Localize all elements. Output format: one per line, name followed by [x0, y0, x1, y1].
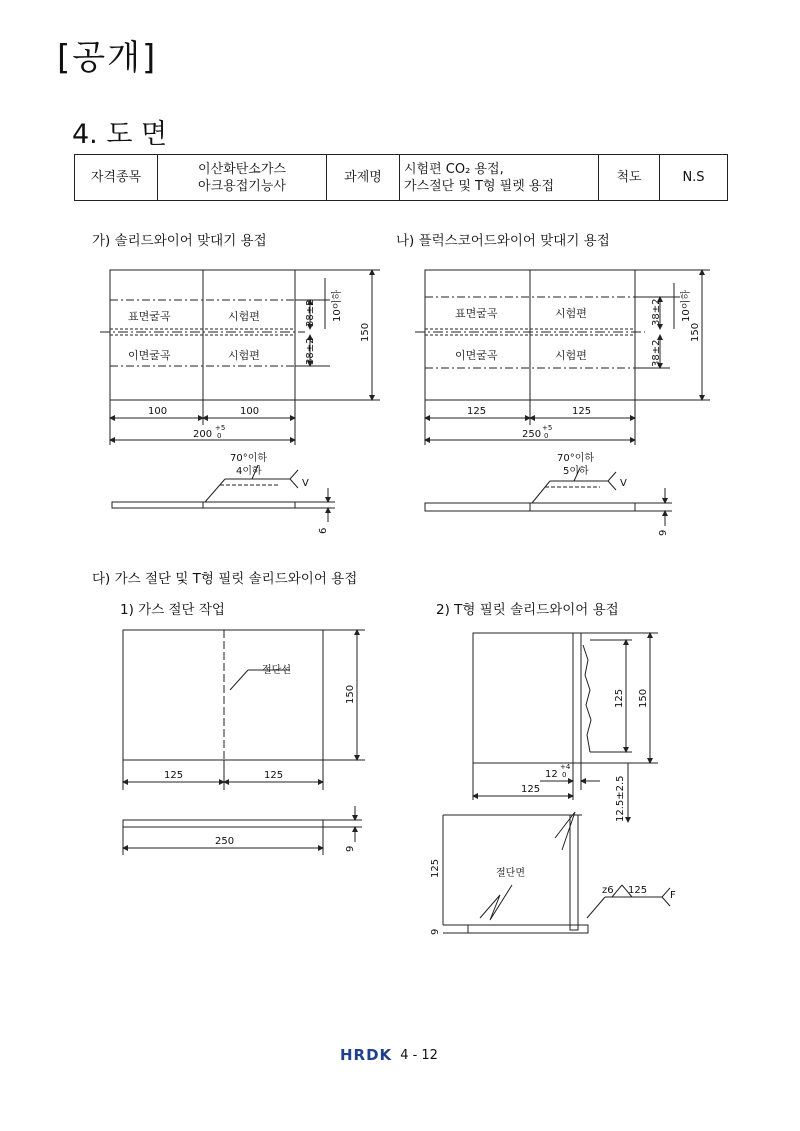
a-label-top-right: 시험편: [228, 310, 260, 323]
value-qualification-line2: 아크용접기능사: [198, 178, 286, 194]
b-angle-note: 70°이하: [557, 453, 595, 464]
c2-fillet-note: z6: [602, 885, 614, 896]
a-label-top-left: 표면굴곡: [128, 310, 171, 323]
drawing-c-title: 다) 가스 절단 및 T형 필릿 솔리드와이어 용접: [92, 571, 358, 587]
drawing-a-title: 가) 솔리드와이어 맞대기 용접: [92, 233, 267, 249]
b-label-top-right: 시험편: [555, 307, 587, 320]
b-label-bot-right: 시험편: [555, 349, 587, 362]
drawing-c1-title: 1) 가스 절단 작업: [120, 602, 225, 618]
value-task-line1: 시험편 CO₂ 용접,: [404, 161, 504, 177]
a-tol-dn: 0: [217, 432, 222, 440]
drawing-b-title: 나) 플럭스코어드와이어 맞대기 용접: [396, 233, 610, 249]
section-title: 4. 도 면: [72, 119, 168, 150]
c1-cut-line-label: 절단선: [262, 665, 291, 676]
b-gap-note: 5이하: [563, 466, 589, 477]
b-dim-height: 150: [690, 322, 701, 342]
a-gap-note: 4이하: [236, 466, 262, 477]
c2-cut-face-label: 절단면: [496, 868, 525, 879]
a-angle-note: 70°이하: [230, 453, 268, 464]
c2-dim-vert-lower: 125: [430, 858, 441, 878]
drawing-a-plate: [100, 270, 305, 400]
a-dim-height: 150: [360, 322, 371, 342]
c2-dim-offset: 12: [545, 769, 558, 780]
c1-dim-right: 125: [264, 770, 284, 781]
b-dim-strip-bot: 38±2: [651, 339, 662, 367]
b-dim-strip-top: 38±2: [651, 298, 662, 326]
c1-thickness: 9: [345, 845, 356, 852]
page-number: 4 - 12: [400, 1047, 438, 1063]
c2-fillet-symbol: F: [670, 890, 676, 901]
c1-dim-left: 125: [164, 770, 184, 781]
b-dim-total: 250: [522, 429, 542, 440]
a-label-bot-right: 시험편: [228, 349, 260, 362]
b-dim-right: 125: [572, 406, 592, 417]
hrdk-logo: HRDK: [340, 1046, 393, 1064]
value-scale: N.S: [660, 155, 728, 201]
b-label-bot-left: 이면굴곡: [455, 349, 498, 362]
b-weld-symbol: V: [620, 478, 627, 489]
a-dim-left: 100: [148, 406, 168, 417]
c2-thickness-lower: 9: [430, 928, 441, 935]
label-qualification: 자격종목: [75, 155, 158, 201]
b-dim-gap: 10이하: [681, 289, 692, 322]
label-scale: 척도: [599, 155, 660, 201]
footer: [340, 1045, 438, 1065]
c1-dim-height: 150: [345, 684, 356, 704]
public-tag: [공개]: [57, 38, 158, 78]
c2-tol-dn: 0: [562, 771, 567, 779]
value-task-line2: 가스절단 및 T형 필렛 용접: [404, 178, 555, 194]
c2-dim-side: 12.5±2.5: [615, 775, 626, 822]
a-thickness: 6: [318, 527, 329, 534]
c2-dim-inner-height: 125: [614, 688, 625, 708]
a-label-bot-left: 이면굴곡: [128, 349, 171, 362]
a-dim-gap: 10이하: [332, 289, 343, 322]
b-tol-dn: 0: [544, 432, 549, 440]
b-dim-left: 125: [467, 406, 487, 417]
a-dim-right: 100: [240, 406, 260, 417]
drawing-c2-title: 2) T형 필릿 솔리드와이어 용접: [436, 602, 619, 618]
c1-dim-total: 250: [215, 836, 235, 847]
a-weld-symbol: V: [302, 478, 309, 489]
a-dim-total: 200: [193, 429, 213, 440]
b-thickness: 9: [658, 529, 669, 536]
a-tol-up: +5: [215, 424, 226, 432]
b-tol-up: +5: [542, 424, 553, 432]
a-dim-strip-bot: 38±2: [305, 337, 316, 365]
a-dim-strip-top: 38±2: [305, 299, 316, 327]
c2-tol-up: +4: [560, 763, 571, 771]
c2-dim-outer-height: 150: [638, 688, 649, 708]
label-task: 과제명: [327, 155, 400, 201]
c2-dim-width: 125: [521, 784, 541, 795]
c2-fillet-length: 125: [628, 885, 648, 896]
b-label-top-left: 표면굴곡: [455, 307, 498, 320]
value-qualification-line1: 이산화탄소가스: [198, 161, 286, 177]
